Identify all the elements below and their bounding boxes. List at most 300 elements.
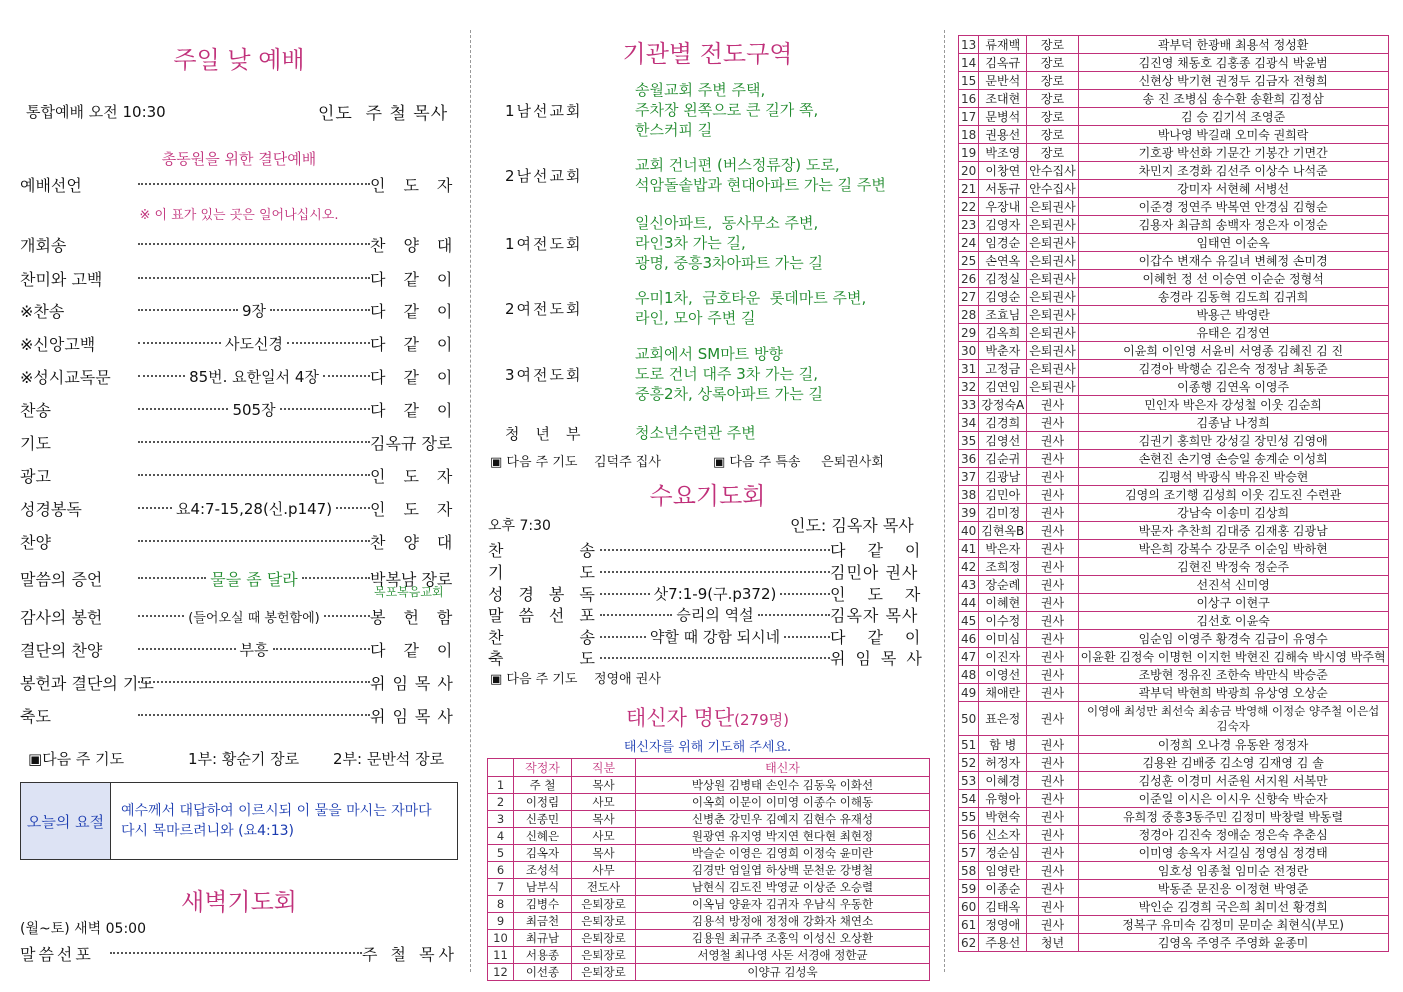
roster-position: 권사 [1027,486,1078,504]
order-leader: 인도자 [370,175,471,195]
zone-desc-line: 한스커피 길 [635,121,713,139]
roster-no: 45 [959,612,979,630]
roster-position: 권사 [1027,504,1078,522]
roster-targets: 박인순 김경희 국은희 최미선 황경희 [1078,898,1388,916]
roster-targets: 이정희 오나경 유동완 정정자 [1078,736,1388,754]
table-row [959,612,1389,630]
roster-targets: 송경라 김동혁 김도희 김귀희 [1078,288,1388,306]
roster-pledger: 이수정 [979,612,1027,630]
roster-no: 43 [959,576,979,594]
order-leader: 다같이 [370,269,471,289]
sunday-order-row [20,530,471,552]
sunday-order-row [20,638,471,660]
sunday-order-row [20,173,471,195]
order-label: 찬양 [20,532,51,552]
roster-pledger: 이진자 [979,648,1027,666]
roster-position: 장로 [1027,72,1078,90]
table-row [959,288,1389,306]
table-row [959,862,1389,880]
table-row [959,450,1389,468]
table-row [959,126,1389,144]
table-row [959,72,1389,90]
zone-name: 2여전도회 [505,300,583,318]
roster-no: 2 [488,794,514,811]
dawn-time: (월~토) 새벽 05:00 [20,921,146,937]
roster-no: 40 [959,522,979,540]
table-row [488,845,930,862]
roster-targets: 이윤환 김정숙 이명헌 이지헌 박현진 김해숙 박시영 박주혁 [1078,648,1388,666]
roster-pledger: 정영애 [979,916,1027,934]
zone-desc-line: 중흥2차, 상록아파트 가는 길 [635,385,824,403]
roster-no: 51 [959,736,979,754]
roster-pledger: 김영선 [979,432,1027,450]
zone-desc-line: 광명, 중흥3차아파트 가는 길 [635,254,824,272]
roster-position: 은퇴권사 [1027,198,1078,216]
roster-no: 61 [959,916,979,934]
roster-no: 4 [488,828,514,845]
roster-targets: 송 진 조병심 송수환 송환희 김정삼 [1078,90,1388,108]
roster-targets: 이윤희 이인영 서윤비 서영종 김혜진 김 진 [1078,342,1388,360]
table-row [959,844,1389,862]
table-row [959,648,1389,666]
roster-targets: 이옥님 양윤자 김귀자 우남식 우동한 [636,896,930,913]
table-row [959,504,1389,522]
roster-targets: 이미영 송옥자 서길심 정영심 정경태 [1078,844,1388,862]
wednesday-next-prayer: ▣ 다음 주 기도 정영애 권사 [490,672,661,687]
wednesday-order-row [488,626,943,647]
roster-pledger: 이혜경 [979,772,1027,790]
wednesday-title: 수요기도회 [649,482,766,510]
order-leader: 인도자 [370,466,471,486]
roster-targets: 박슬순 이영은 김영희 이정숙 윤미란 [636,845,930,862]
roster-targets: 박문자 추찬희 김대중 김재홍 김광남 [1078,522,1388,540]
order-leader: 다같이 [370,640,471,660]
roster-targets: 이준경 정연주 박복연 안경심 김형순 [1078,198,1388,216]
roster-targets: 김용원 최규주 조홍익 이성신 오상환 [636,930,930,947]
order-label: 축도 [20,706,51,726]
table-row [488,913,930,930]
table-row [959,540,1389,558]
roster-no: 48 [959,666,979,684]
roster-position: 은퇴장로 [572,913,636,930]
roster-pledger: 김경희 [979,414,1027,432]
roster-pledger: 문병석 [979,108,1027,126]
wed-order-leader: 위임목사 [830,649,932,668]
roster-targets: 차민지 조경화 김선주 이상수 나석준 [1078,162,1388,180]
roster-position: 은퇴장로 [572,964,636,981]
order-leader: 다같이 [370,301,471,321]
zone-name: 1남선교회 [505,102,583,120]
order-leader: 봉헌함 [370,607,471,627]
roster-pledger: 표은정 [979,702,1027,736]
sunday-service-title: 주일 낮 예배 [173,46,305,74]
table-row [959,702,1389,736]
roster-no: 56 [959,826,979,844]
wed-order-leader: 인도자 [830,585,943,604]
sunday-order-row [20,267,471,289]
table-row [488,811,930,828]
wednesday-order-row [488,647,932,668]
roster-no: 13 [959,36,979,54]
roster-no: 25 [959,252,979,270]
roster-pledger: 김미정 [979,504,1027,522]
wed-order-label: 말씀선포 [488,606,610,625]
roster-targets: 임태연 이순옥 [1078,234,1388,252]
zone-name: 3여전도회 [505,366,583,384]
order-leader: 박복남 장로 [370,569,453,589]
zone-desc-line: 청소년수련관 주변 [635,424,756,442]
roster-targets: 김영옥 주영주 주영화 윤종미 [1078,934,1388,952]
roster-position: 권사 [1027,808,1078,826]
roster-no: 17 [959,108,979,126]
roster-targets: 박상원 김병태 손인수 김동욱 이화선 [636,777,930,794]
table-row [959,36,1389,54]
roster-targets: 김선호 이윤숙 [1078,612,1388,630]
order-label: 감사의 봉헌 [20,607,103,627]
roster-targets: 김경아 박행순 김은숙 정정남 최동준 [1078,360,1388,378]
roster-no: 8 [488,896,514,913]
roster-targets: 곽부덕 한광배 최용석 정성환 [1078,36,1388,54]
roster-no: 11 [488,947,514,964]
roster-no: 38 [959,486,979,504]
column-divider-1 [470,30,471,972]
roster-pledger: 정순심 [979,844,1027,862]
roster-position: 안수집사 [1027,180,1078,198]
order-leader: 찬양대 [370,532,471,552]
roster-position: 은퇴장로 [572,947,636,964]
roster-position: 권사 [1027,736,1078,754]
roster-no: 22 [959,198,979,216]
roster-position: 안수집사 [1027,162,1078,180]
order-detail: 요4:7-15,28(신.p147) [172,498,336,519]
roster-no: 39 [959,504,979,522]
roster-no: 5 [488,845,514,862]
roster-pledger: 신종민 [514,811,572,828]
table-row [959,54,1389,72]
roster-targets: 정복구 유미숙 김정미 문미순 최현식(부모) [1078,916,1388,934]
roster-position: 사모 [572,828,636,845]
roster-no: 57 [959,844,979,862]
roster-pledger: 박조영 [979,144,1027,162]
order-detail: 사도신경 [221,333,287,354]
table-row [959,486,1389,504]
order-label: 기도 [20,433,51,453]
roster-position: 장로 [1027,144,1078,162]
sunday-time: 통합예배 오전 10:30 [26,103,166,121]
roster-position: 권사 [1027,916,1078,934]
roster-pledger: 이창연 [979,162,1027,180]
wed-order-label: 찬송 [488,628,671,647]
roster-position: 권사 [1027,432,1078,450]
roster-position: 권사 [1027,450,1078,468]
roster-pledger: 김광남 [979,468,1027,486]
wednesday-leader: 인도: 김옥자 목사 [790,516,914,535]
zone-desc-line: 라인3차 가는 길, [635,234,746,252]
roster-targets: 임호성 임종철 임미순 전정란 [1078,862,1388,880]
sunday-order-row [20,332,471,354]
roster-position: 은퇴권사 [1027,306,1078,324]
roster-pledger: 이영선 [979,666,1027,684]
table-row [959,180,1389,198]
roster-pledger: 문반석 [979,72,1027,90]
zone-item [505,155,925,195]
roster-no: 47 [959,648,979,666]
roster-position: 목사 [572,777,636,794]
roster-targets: 김권기 홍희만 강성길 장민성 김영애 [1078,432,1388,450]
order-label: 봉헌과 결단의 기도 [20,673,154,693]
zone-desc-line: 교회에서 SM마트 방향 [635,345,783,363]
roster-header-position: 직분 [572,759,636,777]
roster-targets: 김영의 조기행 김성희 이웃 김도진 수련관 [1078,486,1388,504]
roster-targets: 김경만 엄일엽 하상백 문천운 강병철 [636,862,930,879]
roster-no: 30 [959,342,979,360]
wednesday-time: 오후 7:30 [488,518,551,534]
zone-desc-line: 도로 건너 대주 3차 가는 길, [635,365,819,383]
roster-position: 권사 [1027,772,1078,790]
roster-no: 62 [959,934,979,952]
roster-targets: 김용완 김배중 김소영 김재영 김 솔 [1078,754,1388,772]
roster-no: 52 [959,754,979,772]
order-leader: 다같이 [370,367,471,387]
roster-no: 6 [488,862,514,879]
roster-pledger: 서동규 [979,180,1027,198]
zone-name: 1여전도회 [505,235,583,253]
wednesday-order-row [488,561,928,582]
roster-no: 44 [959,594,979,612]
dawn-order-row [20,942,458,964]
wed-order-label: 성경봉독 [488,585,610,604]
table-row [959,880,1389,898]
roster-targets: 김성훈 이경미 서준원 서지원 서복만 [1078,772,1388,790]
roster-targets: 이혜헌 정 선 이승연 이순순 정형석 [1078,270,1388,288]
roster-pledger: 김옥자 [514,845,572,862]
table-row [959,754,1389,772]
roster-pledger: 김순귀 [979,450,1027,468]
table-row [488,777,930,794]
roster-pledger: 김현옥B [979,522,1027,540]
roster-position: 장로 [1027,126,1078,144]
order-leader: 인도자 [370,499,471,519]
table-row [959,252,1389,270]
roster-position: 권사 [1027,576,1078,594]
roster-no: 33 [959,396,979,414]
roster-pledger: 김태옥 [979,898,1027,916]
sunday-subtitle: 총동원을 위한 결단예배 [161,150,317,168]
wednesday-order-row [488,604,928,625]
roster-pledger: 조성석 [514,862,572,879]
roster-targets: 강미자 서현혜 서병선 [1078,180,1388,198]
roster-pledger: 이혜현 [979,594,1027,612]
roster-targets: 곽부덕 박현희 박광희 유상영 오상순 [1078,684,1388,702]
roster-position: 권사 [1027,862,1078,880]
roster-position: 은퇴권사 [1027,342,1078,360]
roster-pledger: 채애란 [979,684,1027,702]
roster-table-right [958,35,1389,952]
order-label: 찬미와 고백 [20,269,103,289]
roster-position: 장로 [1027,36,1078,54]
roster-header-pledger: 작정자 [514,759,572,777]
sunday-order-row [20,431,458,453]
roster-pledger: 장순례 [979,576,1027,594]
roster-pledger: 신소자 [979,826,1027,844]
roster-position: 목사 [572,811,636,828]
roster-no: 41 [959,540,979,558]
wed-order-leader: 다같이 [830,628,943,647]
roster-no: 10 [488,930,514,947]
roster-targets: 이상구 이현구 [1078,594,1388,612]
roster-no: 20 [959,162,979,180]
table-row [959,468,1389,486]
roster-position: 장로 [1027,108,1078,126]
table-row [488,862,930,879]
next-prayer-2: 2부: 문반석 장로 [333,750,445,768]
sunday-order-row [20,704,458,726]
roster-position: 권사 [1027,468,1078,486]
roster-pledger: 김정실 [979,270,1027,288]
wed-order-leader: 다같이 [830,541,943,560]
sunday-order-row [20,464,471,486]
dawn-leader: 주 철 목사 [362,944,458,964]
zone-desc-line: 교회 건너편 (버스정류장) 도로, [635,156,840,174]
order-label: 말씀의 증언 [20,569,103,589]
roster-header-no [488,759,514,777]
wed-order-leader: 김민아 권사 [830,563,919,582]
order-label: ※성시교독문 [20,367,111,387]
table-row [959,808,1389,826]
roster-position: 권사 [1027,558,1078,576]
table-row [488,879,930,896]
roster-title-text: 태신자 명단 [626,706,735,730]
roster-position: 은퇴권사 [1027,360,1078,378]
zone-item [505,288,925,328]
roster-count: (279명) [734,711,789,729]
roster-position: 권사 [1027,880,1078,898]
roster-targets: 박동준 문진응 이정현 박영준 [1078,880,1388,898]
roster-position: 권사 [1027,666,1078,684]
roster-pledger: 김옥규 [979,54,1027,72]
sunday-order-row [20,671,458,693]
next-prayer-label: ▣다음 주 기도 [28,750,125,768]
roster-position: 은퇴권사 [1027,324,1078,342]
zones-title: 기관별 전도구역 [622,40,793,68]
roster-position: 은퇴권사 [1027,288,1078,306]
roster-table-left [487,758,930,981]
roster-no: 3 [488,811,514,828]
roster-position: 은퇴권사 [1027,378,1078,396]
table-row [488,828,930,845]
table-row [959,934,1389,952]
roster-position: 은퇴권사 [1027,252,1078,270]
zone-desc-line: 우미1차, 금호타운 롯데마트 주변, [635,289,867,307]
table-row [959,324,1389,342]
roster-pledger: 조대현 [979,90,1027,108]
roster-pledger: 서용종 [514,947,572,964]
roster-no: 18 [959,126,979,144]
roster-no: 37 [959,468,979,486]
roster-no: 1 [488,777,514,794]
table-row [959,558,1389,576]
table-row [959,198,1389,216]
roster-position: 사무 [572,862,636,879]
roster-pledger: 신혜은 [514,828,572,845]
roster-position: 은퇴권사 [1027,216,1078,234]
zone-desc-line: 송월교회 주변 주택, [635,81,766,99]
roster-targets: 이준일 이시은 이시우 신향숙 박순자 [1078,790,1388,808]
dawn-service-title: 새벽기도회 [181,888,297,916]
verse-text: 예수께서 대답하여 이르시되 이 물을 마시는 자마다 다시 목마르려니와 (요4:13) [121,803,432,839]
roster-no: 21 [959,180,979,198]
roster-position: 권사 [1027,594,1078,612]
roster-position: 장로 [1027,90,1078,108]
roster-pledger: 류재백 [979,36,1027,54]
roster-pledger: 김영자 [979,216,1027,234]
roster-targets: 김평석 박광식 박유진 박승현 [1078,468,1388,486]
table-row [959,790,1389,808]
order-label: 개회송 [20,235,67,255]
roster-targets: 이갑수 변재수 유길녀 변혜정 손미경 [1078,252,1388,270]
roster-targets: 남현식 김도진 박영균 이상준 오승렬 [636,879,930,896]
table-row [959,522,1389,540]
roster-pledger: 김민아 [979,486,1027,504]
roster-pledger: 유형아 [979,790,1027,808]
zone-desc-line: 라인, 모아 주변 길 [635,309,756,327]
roster-position: 권사 [1027,414,1078,432]
table-row [959,630,1389,648]
order-label: ※찬송 [20,301,65,321]
table-row [959,916,1389,934]
wed-order-label: 기도 [488,563,671,582]
wed-order-label: 축도 [488,649,671,668]
table-row [488,947,930,964]
zone-name: 청년부 [505,425,597,443]
roster-position: 권사 [1027,898,1078,916]
order-leader: 위임목사 [370,706,460,726]
roster-targets: 박나영 박길래 오미숙 권희락 [1078,126,1388,144]
roster-targets: 박용근 박영란 [1078,306,1388,324]
roster-no: 29 [959,324,979,342]
table-row [959,432,1389,450]
roster-no: 12 [488,964,514,981]
sunday-order-row [20,365,471,387]
zone-item [505,344,925,404]
roster-no: 19 [959,144,979,162]
roster-no: 27 [959,288,979,306]
roster-pledger: 최규남 [514,930,572,947]
roster-pledger: 우장내 [979,198,1027,216]
sunday-order-row [20,299,471,321]
roster-position: 은퇴장로 [572,930,636,947]
table-row [959,772,1389,790]
table-row [488,794,930,811]
order-label: 예배선언 [20,175,82,195]
roster-pledger: 최금천 [514,913,572,930]
table-row [488,930,930,947]
order-detail: 9장 [238,300,270,321]
roster-no: 46 [959,630,979,648]
roster-position: 권사 [1027,612,1078,630]
wed-order-detail: 약할 때 강함 되시네 [649,628,781,646]
roster-pledger: 김연임 [979,378,1027,396]
table-row [488,964,930,981]
table-row [959,360,1389,378]
order-leader: 다같이 [370,334,471,354]
roster-targets: 민인자 박은자 강성철 이웃 김순희 [1078,396,1388,414]
zone-desc-line: 주차장 왼쪽으로 큰 길가 쪽, [635,101,819,119]
roster-position: 권사 [1027,702,1078,736]
roster-targets: 김용석 방정애 정정애 강화자 채연소 [636,913,930,930]
order-label: 광고 [20,466,51,486]
roster-pledger: 김병수 [514,896,572,913]
